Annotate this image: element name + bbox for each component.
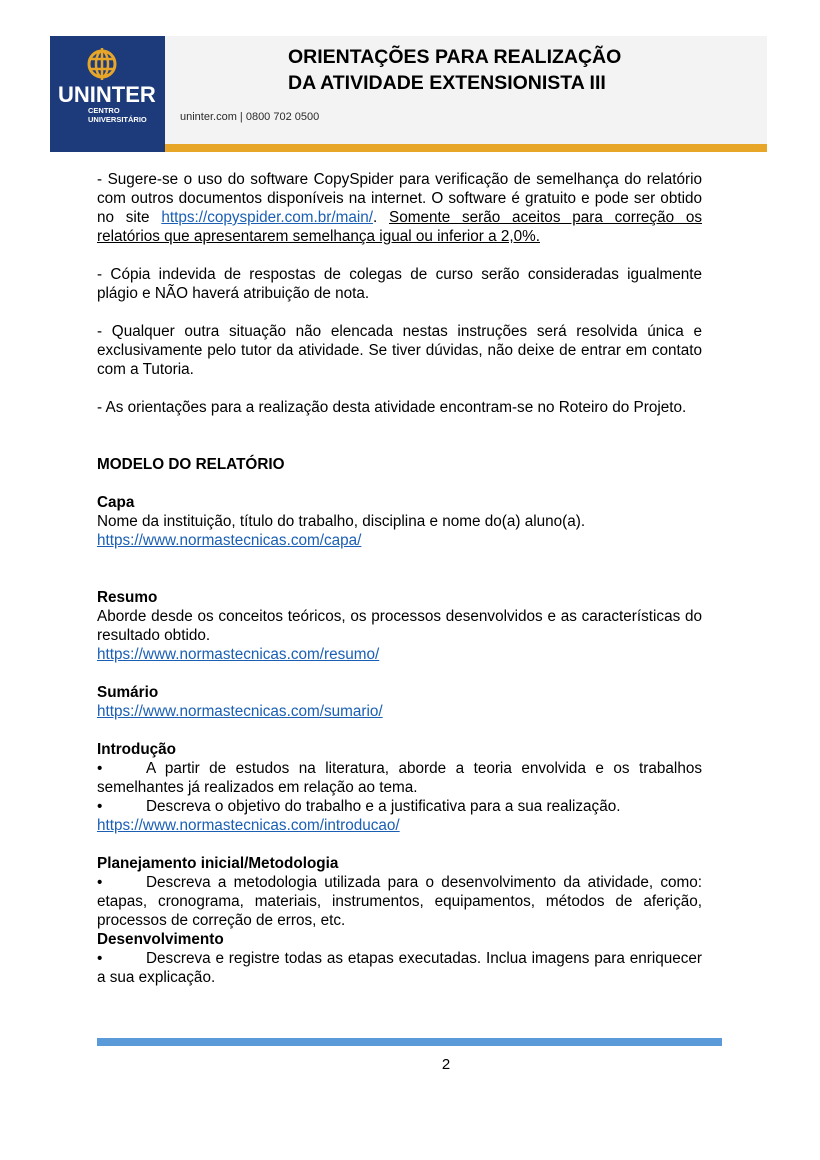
header-contact: uninter.com | 0800 702 0500	[180, 111, 320, 123]
sumario-heading: Sumário	[97, 684, 159, 701]
capa-text: Nome da instituição, título do trabalho, disciplina e nome do(a) aluno(a).	[97, 513, 586, 530]
resumo-heading: Resumo	[97, 589, 158, 606]
planejamento-heading: Planejamento inicial/Metodologia	[97, 855, 339, 872]
document-body	[97, 170, 702, 987]
paragraph-roteiro: - As orientações para a realização desta atividade encontram-se no Roteiro do Projeto.	[97, 399, 687, 416]
capa-link[interactable]: https://www.normastecnicas.com/capa/	[97, 532, 362, 549]
sumario-link[interactable]: https://www.normastecnicas.com/sumario/	[97, 703, 383, 720]
introducao-heading: Introdução	[97, 741, 177, 758]
uninter-logo	[50, 36, 165, 152]
title-line-2: DA ATIVIDADE EXTENSIONISTA III	[288, 72, 606, 94]
introducao-link[interactable]: https://www.normastecnicas.com/introducao/	[97, 817, 400, 834]
paragraph-copyspider: - Sugere-se o uso do software CopySpider para verificação de semelhança do relatório com outros documentos disponíveis na internet. O software é gratuito e pode ser obtido no site https://copyspider.com.br/main/. Somente serão aceitos para correção os relatórios que apresentarem semelhança igual ou inferior a 2,0%.	[97, 171, 702, 245]
resumo-link[interactable]: https://www.normastecnicas.com/resumo/	[97, 646, 380, 663]
introducao-bullet-1: • A partir de estudos na literatura, aborde a teoria envolvida e os trabalhos semelhantes já realizados em relação ao tema.	[97, 760, 702, 796]
globe-logo-icon	[82, 46, 122, 82]
introducao-bullet-2: • Descreva o objetivo do trabalho e a justificativa para a sua realização.	[97, 798, 621, 815]
header-accent-bar	[165, 144, 767, 152]
logo-subtitle: CENTRO UNIVERSITÁRIO	[88, 106, 147, 124]
title-line-1: ORIENTAÇÕES PARA REALIZAÇÃO	[288, 46, 622, 68]
page-title	[258, 44, 698, 96]
similarity-requirement: Somente serão aceitos para correção os relatórios que apresentarem semelhança igual ou inferior a 2,0%.	[97, 209, 702, 245]
desenvolvimento-heading: Desenvolvimento	[97, 931, 224, 948]
desenvolvimento-bullet-1: • Descreva e registre todas as etapas executadas. Inclua imagens para enriquecer a sua explicação.	[97, 950, 702, 986]
paragraph-plagio: - Cópia indevida de respostas de colegas de curso serão consideradas igualmente plágio e NÃO haverá atribuição de nota.	[97, 266, 702, 302]
planejamento-bullet-1: • Descreva a metodologia utilizada para o desenvolvimento da atividade, como: etapas, cronograma, materiais, instrumentos, equipamentos, métodos de aferição, processos de correção de erros, etc.	[97, 874, 702, 929]
paragraph-tutor: - Qualquer outra situação não elencada nestas instruções será resolvida única e exclusivamente pelo tutor da atividade. Se tiver dúvidas, não deixe de entrar em contato com a Tutoria.	[97, 323, 702, 378]
logo-name: UNINTER	[58, 82, 156, 107]
footer-bar	[97, 1038, 722, 1046]
page-number: 2	[441, 1056, 451, 1073]
capa-heading: Capa	[97, 494, 135, 511]
section-title: MODELO DO RELATÓRIO	[97, 456, 285, 473]
resumo-text: Aborde desde os conceitos teóricos, os processos desenvolvidos e as características do resultado obtido.	[97, 608, 702, 644]
copyspider-link[interactable]: https://copyspider.com.br/main/	[161, 209, 374, 226]
